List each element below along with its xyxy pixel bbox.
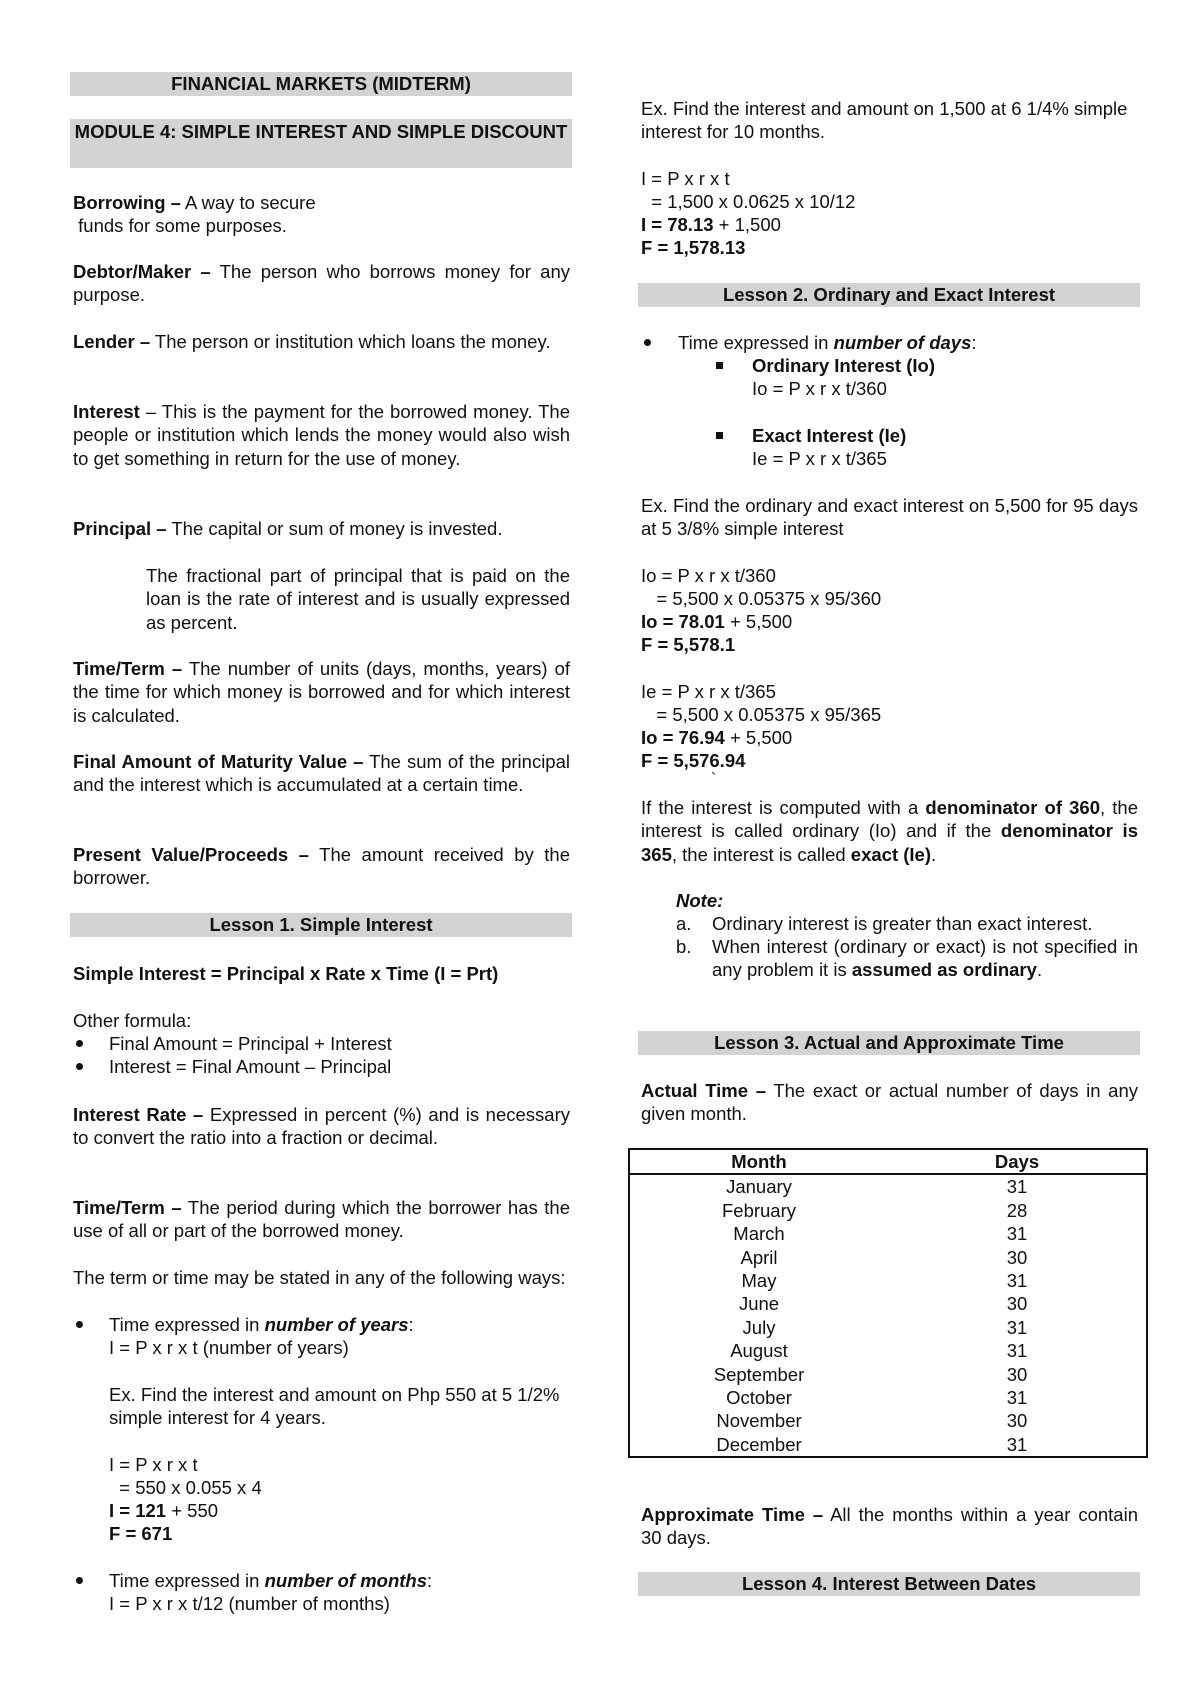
days-cell: 31 bbox=[1006, 1270, 1028, 1292]
table-row bbox=[629, 1269, 1147, 1292]
month-cell: January bbox=[726, 1176, 792, 1198]
table-row bbox=[629, 1339, 1147, 1362]
def-present-value: Present Value/Proceeds – The amount received by the borrower. bbox=[73, 844, 570, 889]
note-b-marker: b. bbox=[676, 936, 692, 957]
table-row bbox=[629, 1199, 1147, 1222]
days-cell: 30 bbox=[1006, 1363, 1028, 1385]
course-title: FINANCIAL MARKETS (MIDTERM) bbox=[70, 72, 572, 96]
ordinary-exact-paragraph: If the interest is computed with a denominator of 360, the interest is called ordinary (Io) and if the denominator is 365, the interest is called exact (Ie). bbox=[641, 797, 1139, 865]
bullet-icon bbox=[76, 1040, 83, 1047]
years-calc-3: I = 121 + 550 bbox=[109, 1500, 219, 1521]
bullet-icon bbox=[76, 1577, 83, 1584]
def-borrowing: Borrowing – A way to secure funds for some purposes. bbox=[73, 192, 316, 237]
days-cell: 31 bbox=[1006, 1433, 1028, 1455]
def-actual-time: Actual Time – The exact or actual number of days in any given month. bbox=[641, 1080, 1139, 1125]
def-time-term-2: Time/Term – The period during which the borrower has the use of all or part of the borrowed money. bbox=[73, 1197, 570, 1242]
month-cell: May bbox=[741, 1270, 777, 1292]
table-row bbox=[629, 1292, 1147, 1315]
square-bullet-icon bbox=[716, 432, 723, 439]
month-cell: April bbox=[740, 1246, 778, 1268]
days-cell: 30 bbox=[1006, 1410, 1028, 1432]
def-time-term: Time/Term – The number of units (days, months, years) of the time for which money is borrowed and for which interest is calculated. bbox=[73, 658, 570, 726]
table-row bbox=[629, 1174, 1147, 1198]
ordinary-formula: Io = P x r x t/360 bbox=[752, 378, 887, 399]
square-bullet-icon bbox=[716, 362, 723, 369]
bullet-icon bbox=[644, 339, 651, 346]
table-row bbox=[629, 1222, 1147, 1245]
table-header-days: Days bbox=[888, 1149, 1147, 1174]
lesson1-title: Lesson 1. Simple Interest bbox=[70, 913, 572, 937]
days-cell: 31 bbox=[1006, 1340, 1028, 1362]
exact-formula: Ie = P x r x t/365 bbox=[752, 448, 887, 469]
simple-interest-formula: Simple Interest = Principal x Rate x Time (I = Prt) bbox=[73, 963, 499, 984]
bullet-icon bbox=[76, 1063, 83, 1070]
def-interest-rate: Interest Rate – Expressed in percent (%) and is necessary to convert the ratio into a fraction or decimal. bbox=[73, 1104, 570, 1149]
table-row bbox=[629, 1246, 1147, 1269]
table-header-row bbox=[629, 1149, 1147, 1174]
ie-calc-1: Ie = P x r x t/365 bbox=[641, 681, 776, 702]
principal-note: The fractional part of principal that is paid on the loan is the rate of interest and is usually expressed as percent. bbox=[146, 565, 570, 633]
days-cell: 30 bbox=[1006, 1293, 1028, 1315]
ways-intro: The term or time may be stated in any of the following ways: bbox=[73, 1267, 566, 1288]
note-a-marker: a. bbox=[676, 913, 692, 934]
exact-label: Exact Interest (Ie) bbox=[752, 425, 907, 446]
io-calc-2: = 5,500 x 0.05375 x 95/360 bbox=[641, 588, 882, 609]
years-calc-1: I = P x r x t bbox=[109, 1454, 198, 1475]
table-row bbox=[629, 1433, 1147, 1457]
lesson2-example: Ex. Find the ordinary and exact interest on 5,500 for 95 days at 5 3/8% simple interest bbox=[641, 495, 1138, 540]
bullet-icon bbox=[76, 1321, 83, 1328]
other-formula-1: Final Amount = Principal + Interest bbox=[109, 1033, 392, 1054]
def-approximate-time: Approximate Time – All the months within a year contain 30 days. bbox=[641, 1504, 1138, 1549]
month-cell: July bbox=[742, 1316, 776, 1338]
ie-calc-3: Io = 76.94 + 5,500 bbox=[641, 727, 793, 748]
stray-mark: ` bbox=[711, 771, 717, 788]
table-row bbox=[629, 1386, 1147, 1409]
days-cell: 31 bbox=[1006, 1176, 1028, 1198]
days-cell: 31 bbox=[1006, 1387, 1028, 1409]
table-row bbox=[629, 1316, 1147, 1339]
months-calc-2: = 1,500 x 0.0625 x 10/12 bbox=[641, 191, 856, 212]
days-cell: 31 bbox=[1006, 1223, 1028, 1245]
table-row bbox=[629, 1363, 1147, 1386]
other-formula-2: Interest = Final Amount – Principal bbox=[109, 1056, 392, 1077]
io-calc-4: F = 5,578.1 bbox=[641, 634, 736, 655]
years-example: Ex. Find the interest and amount on Php 550 at 5 1/2% simple interest for 4 years. bbox=[109, 1384, 560, 1429]
ie-calc-4: F = 5,576.94 bbox=[641, 750, 746, 771]
month-cell: August bbox=[730, 1340, 788, 1362]
def-lender: Lender – The person or institution which loans the money. bbox=[73, 331, 551, 352]
years-calc-2: = 550 x 0.055 x 4 bbox=[109, 1477, 262, 1498]
month-cell: February bbox=[721, 1199, 797, 1221]
months-heading: Time expressed in number of months: bbox=[109, 1570, 433, 1591]
io-calc-1: Io = P x r x t/360 bbox=[641, 565, 776, 586]
note-b: When interest (ordinary or exact) is not specified in any problem it is assumed as ordinary. bbox=[712, 936, 1138, 981]
months-calc-1: I = P x r x t bbox=[641, 168, 730, 189]
months-calc-3: I = 78.13 + 1,500 bbox=[641, 214, 781, 235]
def-principal: Principal – The capital or sum of money is invested. bbox=[73, 518, 503, 539]
months-table bbox=[628, 1148, 1148, 1458]
def-interest: Interest – This is the payment for the borrowed money. The people or institution which lends the money would also wish to get something in return for the use of money. bbox=[73, 401, 570, 469]
module-title: MODULE 4: SIMPLE INTEREST AND SIMPLE DISCOUNT bbox=[70, 119, 572, 168]
years-heading: Time expressed in number of years: bbox=[109, 1314, 414, 1335]
month-cell: September bbox=[713, 1363, 805, 1385]
years-formula: I = P x r x t (number of years) bbox=[109, 1337, 349, 1358]
days-cell: 28 bbox=[1006, 1199, 1028, 1221]
months-calc-4: F = 1,578.13 bbox=[641, 237, 746, 258]
def-final-amount: Final Amount of Maturity Value – The sum of the principal and the interest which is accumulated at a certain time. bbox=[73, 751, 570, 796]
note-a: Ordinary interest is greater than exact interest. bbox=[712, 913, 1093, 934]
ie-calc-2: = 5,500 x 0.05375 x 95/365 bbox=[641, 704, 882, 725]
ordinary-label: Ordinary Interest (Io) bbox=[752, 355, 935, 376]
table-header-month: Month bbox=[629, 1149, 888, 1174]
month-cell: June bbox=[738, 1293, 780, 1315]
month-cell: December bbox=[716, 1433, 802, 1455]
months-formula: I = P x r x t/12 (number of months) bbox=[109, 1593, 390, 1614]
def-debtor: Debtor/Maker – The person who borrows money for any purpose. bbox=[73, 261, 570, 306]
years-calc-4: F = 671 bbox=[109, 1523, 173, 1544]
months-example: Ex. Find the interest and amount on 1,500 at 6 1/4% simple interest for 10 months. bbox=[641, 98, 1128, 143]
days-cell: 31 bbox=[1006, 1316, 1028, 1338]
other-formula-label: Other formula: bbox=[73, 1010, 192, 1031]
days-cell: 30 bbox=[1006, 1246, 1028, 1268]
note-label: Note: bbox=[676, 890, 724, 911]
month-cell: October bbox=[726, 1387, 792, 1409]
lesson3-title: Lesson 3. Actual and Approximate Time bbox=[638, 1031, 1140, 1055]
days-heading: Time expressed in number of days: bbox=[678, 332, 977, 353]
lesson4-title: Lesson 4. Interest Between Dates bbox=[638, 1572, 1140, 1596]
month-cell: November bbox=[716, 1410, 802, 1432]
month-cell: March bbox=[733, 1223, 785, 1245]
table-row bbox=[629, 1409, 1147, 1432]
lesson2-title: Lesson 2. Ordinary and Exact Interest bbox=[638, 283, 1140, 307]
io-calc-3: Io = 78.01 + 5,500 bbox=[641, 611, 793, 632]
